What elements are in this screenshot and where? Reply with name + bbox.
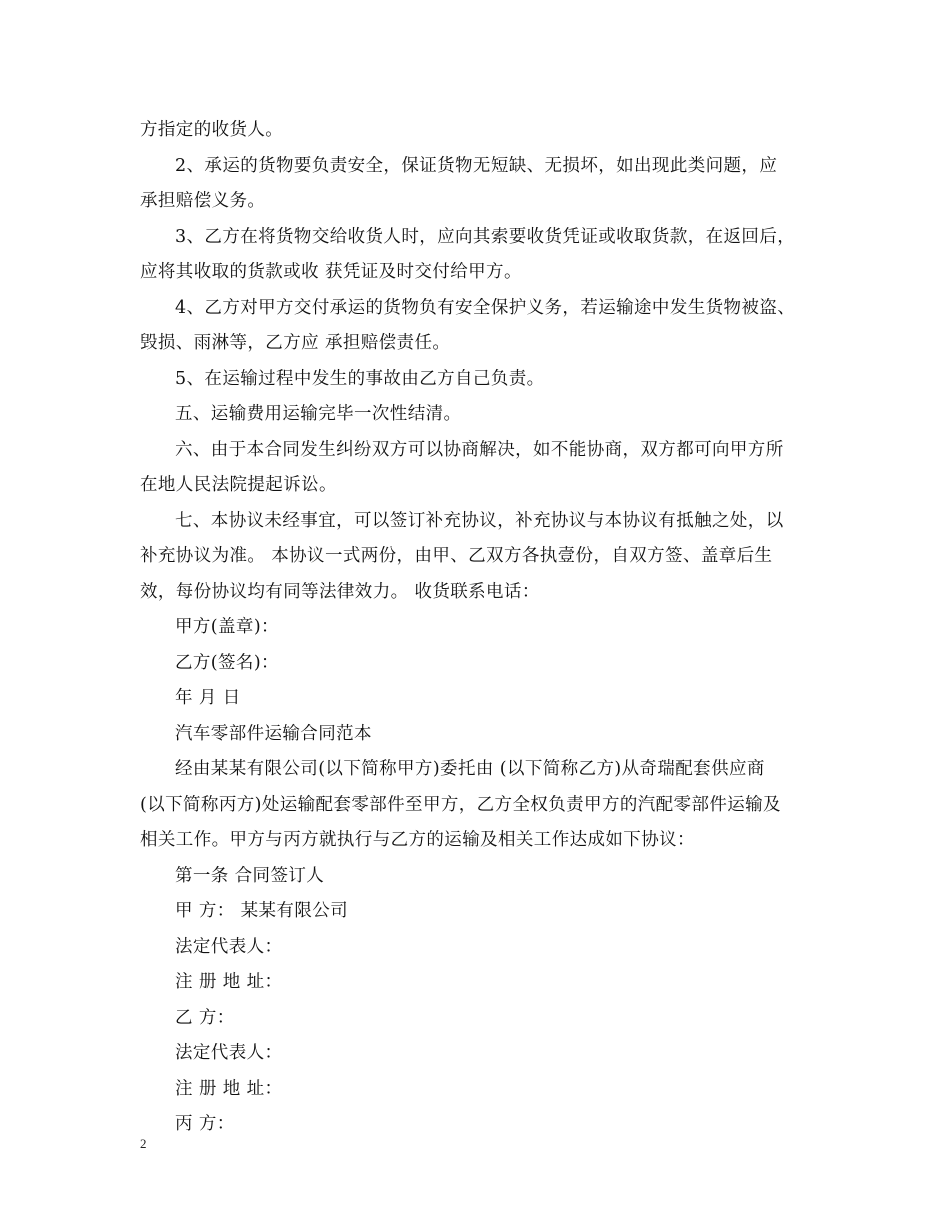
party-a-line: 甲 方： 某某有限公司 [175,901,349,921]
date-line: 年 月 日 [175,688,241,708]
text-line: 4、乙方对甲方交付承运的货物负有安全保护义务，若运输途中发生货物被盗、 [175,298,796,318]
text-line: 补充协议为准。 本协议一式两份，由甲、乙双方各执壹份，自双方签、盖章后生 [140,546,773,566]
address-line: 注 册 地 址： [175,1079,283,1099]
party-c-line: 丙 方： [175,1114,235,1134]
party-a-seal-line: 甲方(盖章)： [175,617,279,637]
text-line: 五、运输费用运输完毕一次性结清。 [175,404,462,424]
legal-rep-line: 法定代表人： [175,937,283,957]
text-line: 3、乙方在将货物交给收货人时，应向其索要收货凭证或收取货款，在返回后， [175,227,796,247]
text-line: 相关工作。甲方与丙方就执行与乙方的运输及相关工作达成如下协议： [140,830,695,850]
page-number: 2 [140,1136,147,1151]
text-line: 5、在运输过程中发生的事故由乙方自己负责。 [175,369,545,389]
text-line: 毁损、雨淋等，乙方应 承担赔偿责任。 [140,333,451,353]
text-line: 效，每份协议均有同等法律效力。 收货联系电话： [140,582,540,602]
text-line: 在地人民法院提起诉讼。 [140,475,337,495]
text-line: 经由某某有限公司(以下简称甲方)委托由 (以下简称乙方)从奇瑞配套供应商 [175,759,765,779]
legal-rep-line: 法定代表人： [175,1043,283,1063]
text-line: 方指定的收货人。 [140,120,284,140]
party-b-line: 乙 方： [175,1008,235,1028]
text-line: 六、由于本合同发生纠纷双方可以协商解决，如不能协商，双方都可向甲方所 [175,440,784,460]
text-line: 2、承运的货物要负责安全，保证货物无短缺、无损坏，如出现此类问题，应 [175,156,778,176]
text-line: 承担赔偿义务。 [140,191,266,211]
address-line: 注 册 地 址： [175,972,283,992]
article-heading: 第一条 合同签订人 [175,866,325,886]
text-line: 应将其收取的货款或收 获凭证及时交付给甲方。 [140,262,522,282]
text-line: 七、本协议未经事宜，可以签订补充协议，补充协议与本协议有抵触之处，以 [175,511,784,531]
section-title: 汽车零部件运输合同范本 [175,724,372,744]
party-b-signature-line: 乙方(签名)： [175,653,279,673]
text-line: (以下简称丙方)处运输配套零部件至甲方，乙方全权负责甲方的汽配零部件运输及 [140,795,781,815]
